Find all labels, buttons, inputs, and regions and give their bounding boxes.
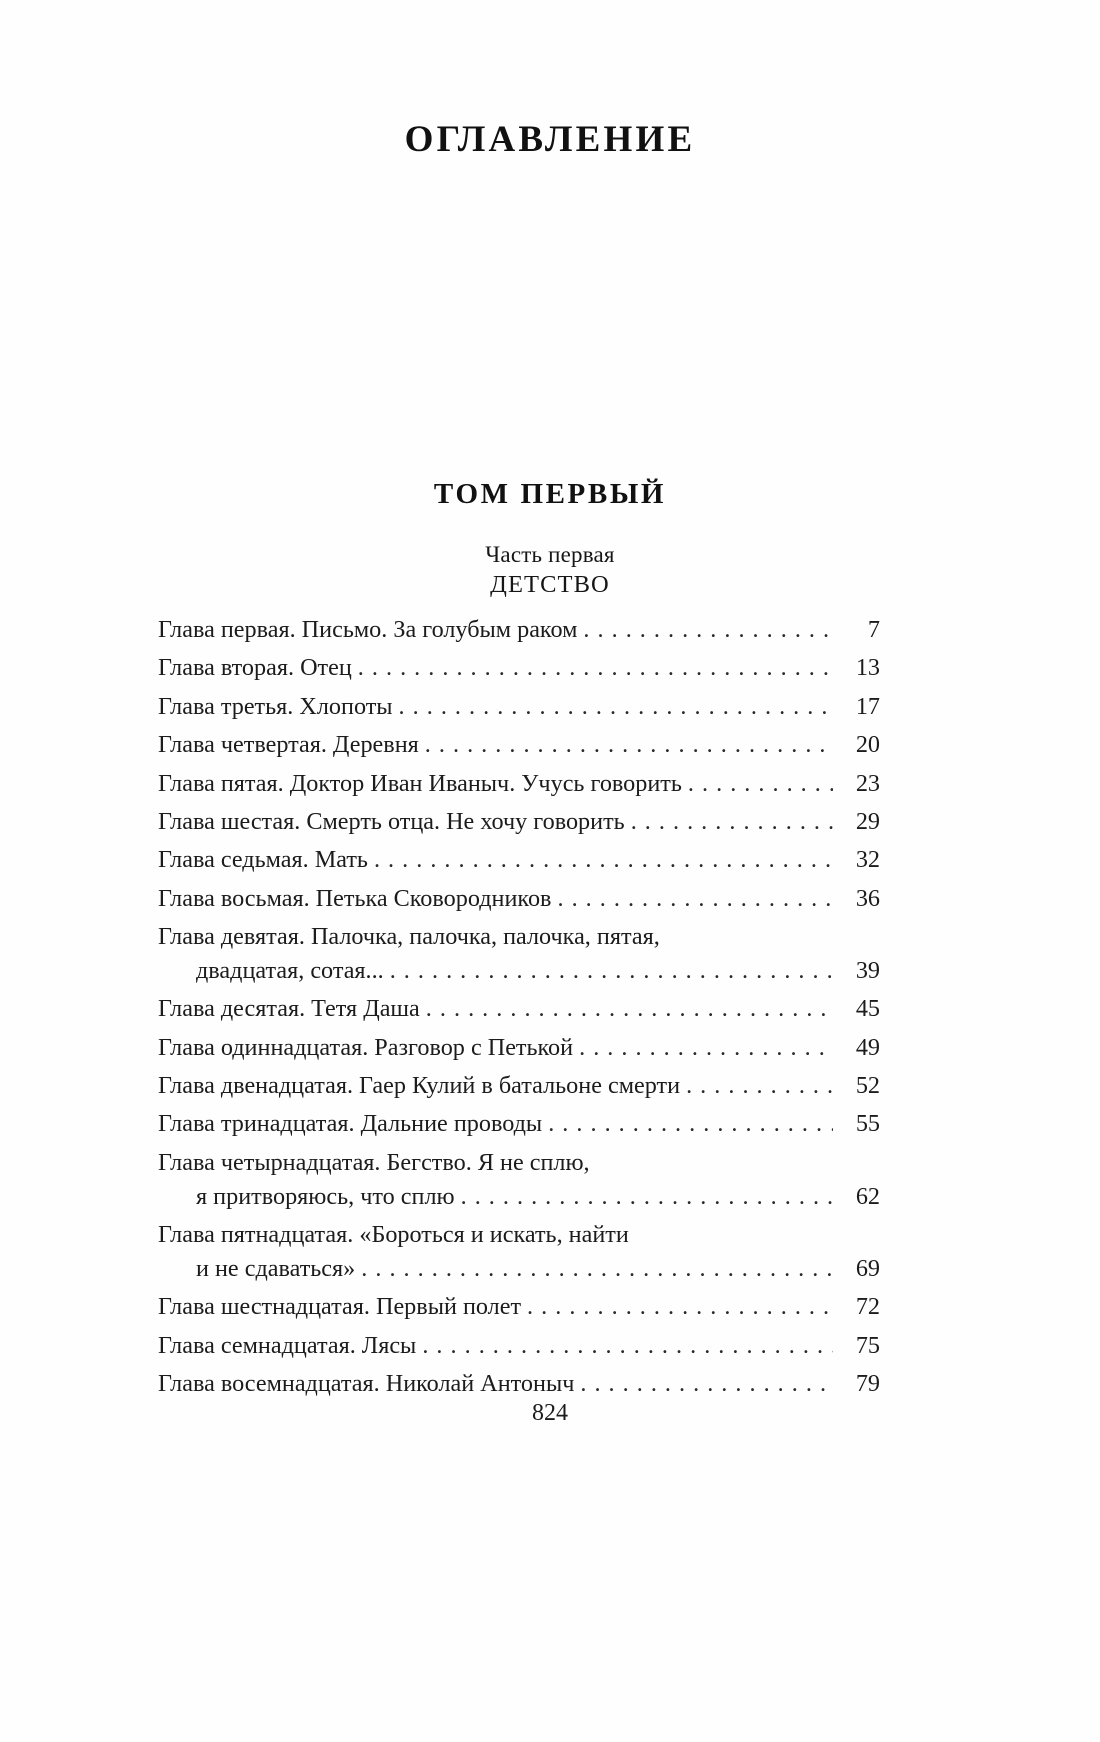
toc-entry[interactable] <box>158 992 880 1026</box>
toc-entry-title: Глава одиннадцатая. Разговор с Петькой <box>158 1033 574 1061</box>
toc-entry-title: Глава четырнадцатая. Бегство. Я не сплю, <box>158 1148 590 1176</box>
toc-entry-title: Глава седьмая. Мать <box>158 846 368 874</box>
dot-leader <box>399 690 833 724</box>
toc-entry-line <box>158 843 880 877</box>
toc-entry-line <box>158 613 880 647</box>
part-heading <box>0 540 1100 600</box>
toc-entry[interactable] <box>158 1218 880 1286</box>
dot-leader <box>686 1069 833 1103</box>
toc-entry-line <box>158 920 880 954</box>
dot-leader <box>422 1329 833 1363</box>
toc-entry[interactable] <box>158 651 880 685</box>
toc-entry-title: и не сдаваться» <box>196 1254 356 1282</box>
toc-entry-title: я притворяюсь, что сплю <box>196 1182 455 1210</box>
toc-entry-title: Глава пятнадцатая. «Бороться и искать, найти <box>158 1221 629 1248</box>
toc-entry-title: Глава тринадцатая. Дальние проводы <box>158 1110 543 1138</box>
toc-entry-line <box>158 1290 880 1324</box>
dot-leader <box>688 767 833 801</box>
toc-entry-page-number: 69 <box>855 1254 880 1282</box>
toc-entry-title: двадцатая, сотая... <box>196 956 384 984</box>
toc-entry-line <box>158 728 880 762</box>
toc-entry-title: Глава пятая. Доктор Иван Иваныч. Учусь говорить <box>158 769 682 797</box>
toc-entry-title: Глава десятая. Тетя Даша <box>158 995 420 1023</box>
toc-entry[interactable] <box>158 805 880 839</box>
toc-entry[interactable] <box>158 882 880 916</box>
part-name: ДЕТСТВО <box>490 571 610 599</box>
toc-entry-page-number: 36 <box>855 884 880 912</box>
toc-entry-line <box>158 882 880 916</box>
dot-leader <box>361 1252 833 1286</box>
toc-entry-line <box>158 1218 880 1252</box>
toc-entry[interactable] <box>158 690 880 724</box>
toc-entry-line <box>158 805 880 839</box>
toc-entry-page-number: 62 <box>855 1182 880 1210</box>
toc-entry-line <box>158 1146 880 1180</box>
toc-entry-page-number: 23 <box>855 769 880 797</box>
toc-entry-title: Глава двенадцатая. Гаер Кулий в батальоне смерти <box>158 1072 681 1099</box>
dot-leader <box>583 613 833 647</box>
page-folio-number: 824 <box>532 1400 568 1426</box>
dot-leader <box>425 728 833 762</box>
toc-entry-page-number: 79 <box>855 1370 880 1397</box>
toc-entry-title: Глава вторая. Отец <box>158 654 352 682</box>
dot-leader <box>461 1180 833 1214</box>
toc-entry-line <box>158 992 880 1026</box>
toc-entry-page-number: 17 <box>855 692 880 720</box>
toc-entry-page-number: 32 <box>855 846 880 874</box>
toc-entry-list <box>158 613 880 1405</box>
toc-entry[interactable] <box>158 1329 880 1363</box>
toc-entry-page-number: 49 <box>855 1033 880 1061</box>
toc-entry[interactable] <box>158 1031 880 1065</box>
toc-entry[interactable] <box>158 1290 880 1324</box>
toc-entry-page-number: 75 <box>855 1331 880 1359</box>
toc-entry-page-number: 72 <box>855 1293 880 1321</box>
dot-leader <box>548 1107 833 1141</box>
toc-entry-title: Глава девятая. Палочка, палочка, палочка, пятая, <box>158 923 660 950</box>
toc-entry-title: Глава восемнадцатая. Николай Антоныч <box>158 1370 575 1397</box>
toc-entry-page-number: 7 <box>867 616 880 643</box>
toc-entry-line <box>158 1031 880 1065</box>
dot-leader <box>580 1367 833 1401</box>
toc-entry-line <box>158 1107 880 1141</box>
toc-entry-title: Глава семнадцатая. Лясы <box>158 1331 417 1359</box>
toc-entry-page-number: 20 <box>855 731 880 759</box>
toc-entry-line <box>158 1367 880 1401</box>
toc-entry[interactable] <box>158 920 880 988</box>
toc-entry[interactable] <box>158 613 880 647</box>
toc-entry[interactable] <box>158 1069 880 1103</box>
toc-entry-line-continued <box>158 1252 880 1286</box>
toc-entry-title: Глава третья. Хлопоты <box>158 692 393 720</box>
toc-entry-page-number: 52 <box>855 1072 880 1099</box>
toc-entry[interactable] <box>158 1107 880 1141</box>
dot-leader <box>557 882 833 916</box>
toc-entry-page-number: 55 <box>855 1110 880 1138</box>
dot-leader <box>426 992 833 1026</box>
toc-entry[interactable] <box>158 767 880 801</box>
toc-entry-line <box>158 767 880 801</box>
toc-entry-title: Глава шестая. Смерть отца. Не хочу говорить <box>158 807 625 835</box>
toc-entry-line <box>158 651 880 685</box>
toc-entry-line <box>158 690 880 724</box>
toc-entry-line-continued <box>158 954 880 988</box>
page-title: ОГЛАВЛЕНИЕ <box>404 119 696 160</box>
toc-entry-page-number: 29 <box>855 807 880 835</box>
toc-entry-title: Глава восьмая. Петька Сковородников <box>158 884 552 912</box>
dot-leader <box>631 805 833 839</box>
toc-entry[interactable] <box>158 728 880 762</box>
toc-entry[interactable] <box>158 1367 880 1401</box>
toc-entry-title: Глава четвертая. Деревня <box>158 731 419 759</box>
toc-entry-page-number: 13 <box>855 654 880 682</box>
toc-entry-page-number: 39 <box>855 956 880 984</box>
toc-entry-line-continued <box>158 1180 880 1214</box>
toc-entry-line <box>158 1069 880 1103</box>
dot-leader <box>374 843 833 877</box>
toc-entry[interactable] <box>158 843 880 877</box>
dot-leader <box>527 1290 833 1324</box>
toc-entry-title: Глава шестнадцатая. Первый полет <box>158 1293 522 1321</box>
toc-entry-page-number: 45 <box>855 995 880 1023</box>
dot-leader <box>579 1031 833 1065</box>
volume-heading: ТОМ ПЕРВЫЙ <box>433 478 667 510</box>
toc-entry-title: Глава первая. Письмо. За голубым раком <box>158 616 578 643</box>
dot-leader <box>358 651 833 685</box>
part-label: Часть первая <box>485 542 615 567</box>
dot-leader <box>390 954 833 988</box>
toc-entry[interactable] <box>158 1146 880 1214</box>
toc-entry-line <box>158 1329 880 1363</box>
